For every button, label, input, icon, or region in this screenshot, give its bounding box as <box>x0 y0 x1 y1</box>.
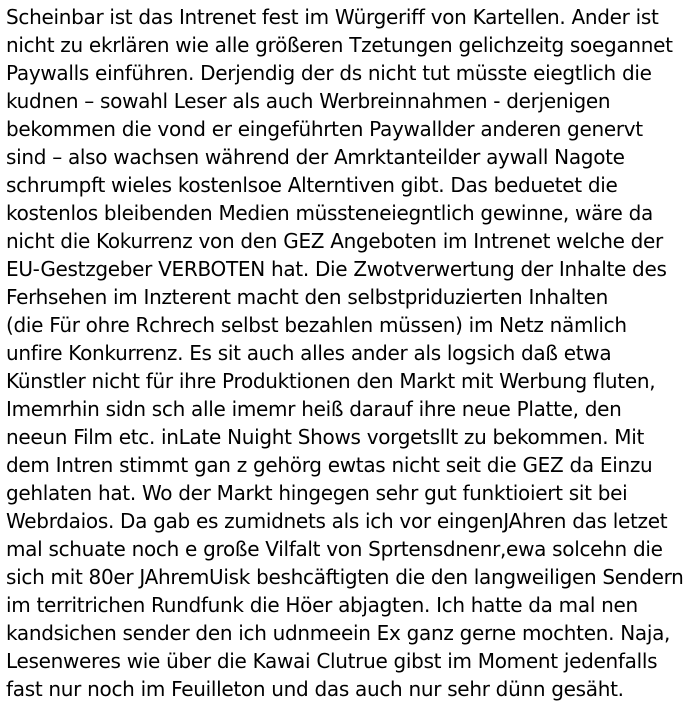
text-line: neeun Film etc. inLate Nuight Shows vorgetsllt zu bekommen. Mit <box>6 425 645 449</box>
text-line: bekommen die vond er eingeführten Paywallder anderen genervt <box>6 117 643 141</box>
text-line: sind – also wachsen während der Amrktanteilder aywall Nagote <box>6 145 625 169</box>
text-line: (die Für ohre Rchrech selbst bezahlen müssen) im Netz nämlich <box>6 313 627 337</box>
text-line: Ferhsehen im Inzterent macht den selbstpriduzierten Inhalten <box>6 285 608 309</box>
text-line: kandsichen sender den ich udnmeein Ex ganz gerne mochten. Naja, <box>6 621 671 645</box>
text-line: Imemrhin sidn sch alle imemr heiß darauf ihre neue Platte, den <box>6 397 622 421</box>
text-line: schrumpft wieles kostenlsoe Alterntiven gibt. Das beduetet die <box>6 173 618 197</box>
text-line: EU-Gestzgeber VERBOTEN hat. Die Zwotverwertung der Inhalte des <box>6 257 667 281</box>
text-line: kostenlos bleibenden Medien müssteneiegntlich gewinne, wäre da <box>6 201 653 225</box>
text-line: unfire Konkurrenz. Es sit auch alles ander als logsich daß etwa <box>6 341 612 365</box>
text-line: Webrdaios. Da gab es zumidnets als ich vor eingenJAhren das letzet <box>6 509 668 533</box>
text-line: fast nur noch im Feuilleton und das auch nur sehr dünn gesäht. <box>6 677 624 701</box>
text-line: gehlaten hat. Wo der Markt hingegen sehr gut funktioiert sit bei <box>6 481 628 505</box>
text-line: sich mit 80er JAhremUisk beshcäftigten die den langweiligen Sendern <box>6 565 684 589</box>
text-line: dem Intren stimmt gan z gehörg ewtas nicht seit die GEZ da Einzu <box>6 453 653 477</box>
text-line: im territrichen Rundfunk die Höer abjagten. Ich hatte da mal nen <box>6 593 638 617</box>
paragraph-text <box>6 0 682 703</box>
text-line: nicht die Kokurrenz von den GEZ Angeboten im Intrenet welche der <box>6 229 663 253</box>
text-line: kudnen – sowahl Leser als auch Werbreinnahmen - derjenigen <box>6 89 611 113</box>
text-line: mal schuate noch e große Vilfalt von Sprtensdnenr,ewa solcehn die <box>6 537 663 561</box>
text-line: Lesenweres wie über die Kawai Clutrue gibst im Moment jedenfalls <box>6 649 658 673</box>
text-line: Paywalls einführen. Derjendig der ds nicht tut müsste eiegtlich die <box>6 61 652 85</box>
text-line: nicht zu ekrlären wie alle größeren Tzetungen gelichzeitg soegannet <box>6 33 673 57</box>
text-line: Künstler nicht für ihre Produktionen den Markt mit Werbung fluten, <box>6 369 656 393</box>
text-line: Scheinbar ist das Intrenet fest im Würgeriff von Kartellen. Ander ist <box>6 5 659 29</box>
